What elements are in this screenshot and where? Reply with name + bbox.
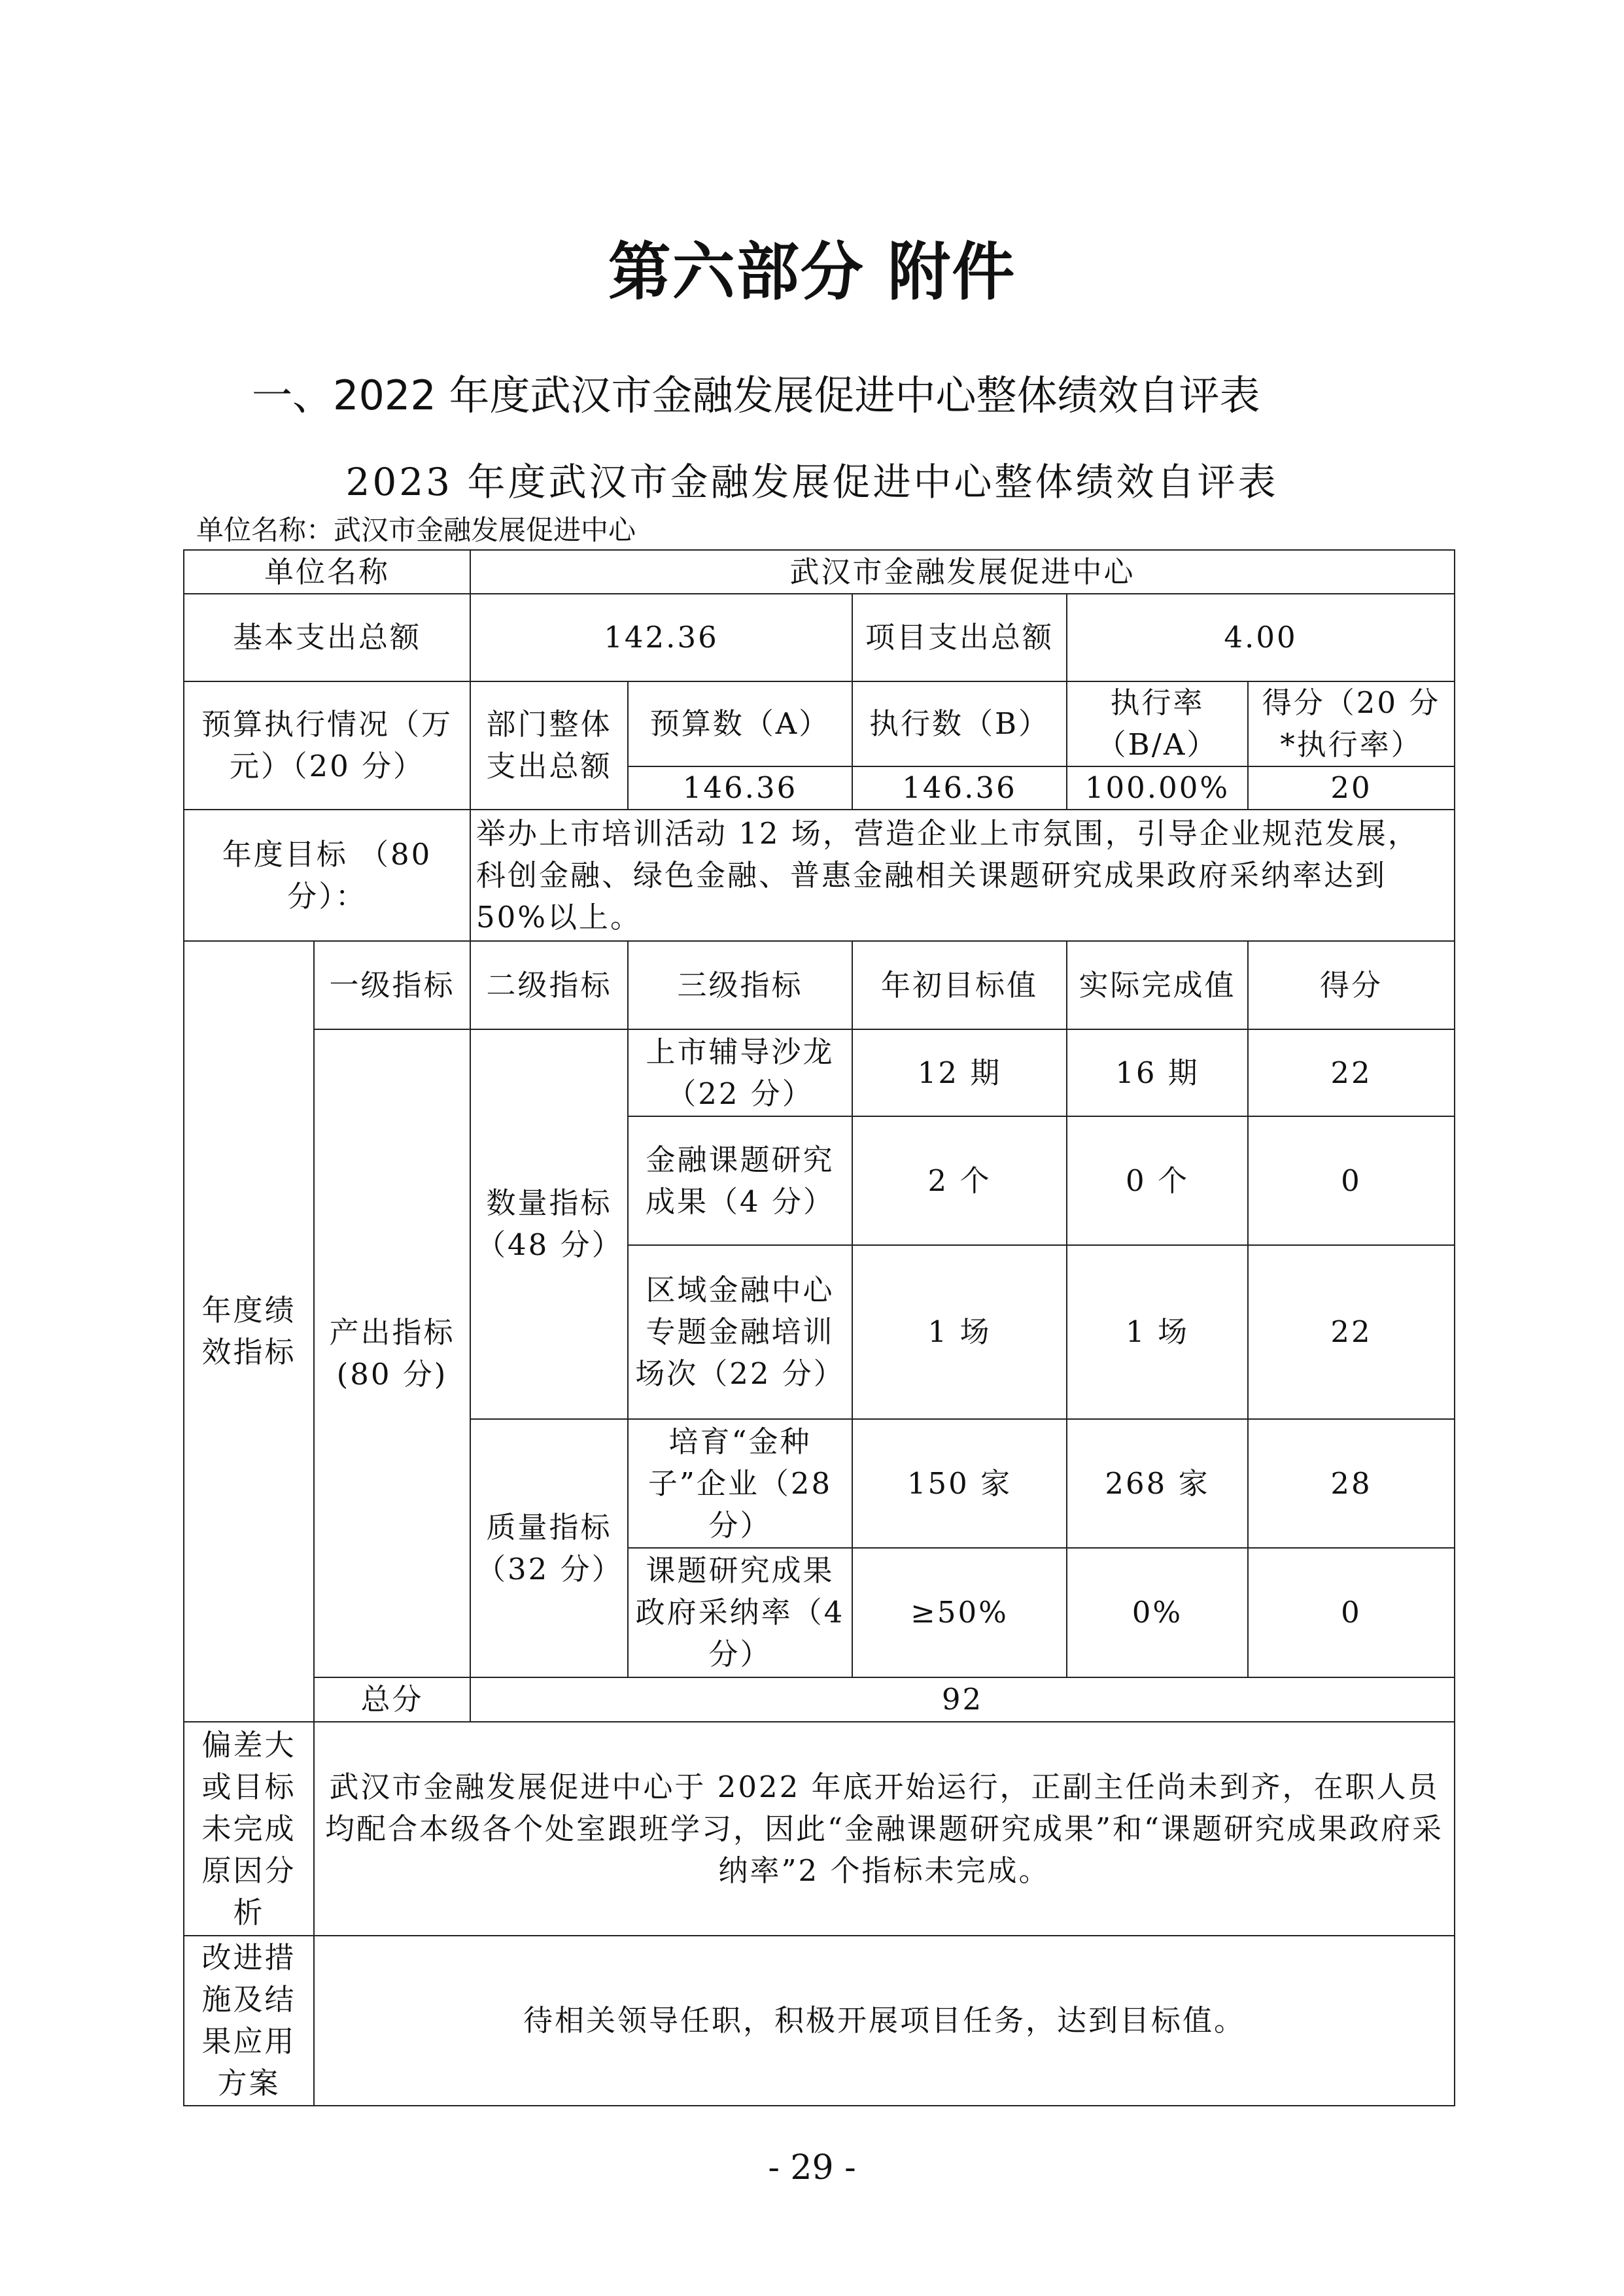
deviation-label: 偏差大或目标未完成原因分析 <box>184 1722 314 1936</box>
table-row <box>184 550 1455 594</box>
table-row <box>184 1677 1455 1722</box>
indicator-target: 2 个 <box>852 1116 1067 1245</box>
score-label: 得分（20 分*执行率） <box>1248 681 1455 766</box>
budget-a-value: 146.36 <box>628 766 852 810</box>
page-number: - 29 - <box>768 2148 856 2187</box>
table-row <box>184 594 1455 681</box>
total-value: 92 <box>470 1677 1455 1722</box>
exec-b-value: 146.36 <box>852 766 1067 810</box>
quality-indicator-label: 质量指标（32 分） <box>470 1419 628 1677</box>
table-row <box>184 1722 1455 1936</box>
header-score: 得分 <box>1248 941 1455 1029</box>
unit-name-label: 单位名称 <box>184 550 470 594</box>
indicator-name: 区域金融中心专题金融培训场次（22 分） <box>628 1245 852 1419</box>
output-indicator-label: 产出指标(80 分) <box>314 1029 470 1677</box>
goal-text: 举办上市培训活动 12 场，营造企业上市氛围，引导企业规范发展，科创金融、绿色金融、普惠金融相关课题研究成果政府采纳率达到 50%以上。 <box>470 810 1455 941</box>
indicator-score: 22 <box>1248 1029 1455 1116</box>
indicator-name: 金融课题研究成果（4 分） <box>628 1116 852 1245</box>
indicator-score: 0 <box>1248 1116 1455 1245</box>
table-row <box>184 810 1455 941</box>
score-value: 20 <box>1248 766 1455 810</box>
indicator-target: 12 期 <box>852 1029 1067 1116</box>
basic-expense-value: 142.36 <box>470 594 852 681</box>
indicator-target: 150 家 <box>852 1419 1067 1548</box>
rate-label: 执行率（B/A） <box>1067 681 1248 766</box>
improvement-text: 待相关领导任职，积极开展项目任务，达到目标值。 <box>314 1936 1455 2106</box>
performance-table <box>183 549 1455 2106</box>
deviation-text: 武汉市金融发展促进中心于 2022 年底开始运行，正副主任尚未到齐，在职人员均配合本级各个处室跟班学习，因此“金融课题研究成果”和“课题研究成果政府采纳率”2 个指标未完成。 <box>314 1722 1455 1936</box>
section-heading: 一、2022 年度武汉市金融发展促进中心整体绩效自评表 <box>252 371 1260 419</box>
indicator-actual: 16 期 <box>1067 1029 1248 1116</box>
basic-expense-label: 基本支出总额 <box>184 594 470 681</box>
header-level1: 一级指标 <box>314 941 470 1029</box>
indicator-actual: 268 家 <box>1067 1419 1248 1548</box>
project-expense-value: 4.00 <box>1067 594 1455 681</box>
header-target: 年初目标值 <box>852 941 1067 1029</box>
table-row <box>184 1936 1455 2106</box>
table-title: 2023 年度武汉市金融发展促进中心整体绩效自评表 <box>345 460 1279 504</box>
indicator-actual: 1 场 <box>1067 1245 1248 1419</box>
header-actual: 实际完成值 <box>1067 941 1248 1029</box>
project-expense-label: 项目支出总额 <box>852 594 1067 681</box>
indicator-score: 22 <box>1248 1245 1455 1419</box>
goal-label: 年度目标 （80 分）： <box>184 810 470 941</box>
page-title: 第六部分 附件 <box>608 235 1016 309</box>
indicator-name: 课题研究成果政府采纳率（4 分） <box>628 1548 852 1677</box>
indicator-target: ≥50% <box>852 1548 1067 1677</box>
indicator-name: 上市辅导沙龙（22 分） <box>628 1029 852 1116</box>
budget-exec-label: 预算执行情况（万元）（20 分） <box>184 681 470 810</box>
unit-name-line: 单位名称：武汉市金融发展促进中心 <box>196 514 636 546</box>
indicator-actual: 0 个 <box>1067 1116 1248 1245</box>
improvement-label: 改进措施及结果应用方案 <box>184 1936 314 2106</box>
unit-name-value: 武汉市金融发展促进中心 <box>470 550 1455 594</box>
header-level2: 二级指标 <box>470 941 628 1029</box>
indicator-score: 0 <box>1248 1548 1455 1677</box>
total-label: 总分 <box>314 1677 470 1722</box>
quantity-indicator-label: 数量指标（48 分） <box>470 1029 628 1419</box>
table-row <box>184 1029 1455 1116</box>
indicator-actual: 0% <box>1067 1548 1248 1677</box>
exec-b-label: 执行数（B） <box>852 681 1067 766</box>
indicator-name: 培育“金种子”企业（28 分） <box>628 1419 852 1548</box>
indicator-target: 1 场 <box>852 1245 1067 1419</box>
budget-a-label: 预算数（A） <box>628 681 852 766</box>
rate-value: 100.00% <box>1067 766 1248 810</box>
header-level3: 三级指标 <box>628 941 852 1029</box>
dept-total-label: 部门整体支出总额 <box>470 681 628 810</box>
table-row <box>184 941 1455 1029</box>
indicator-score: 28 <box>1248 1419 1455 1548</box>
perf-indicator-label: 年度绩效指标 <box>184 941 314 1722</box>
table-row <box>184 681 1455 766</box>
